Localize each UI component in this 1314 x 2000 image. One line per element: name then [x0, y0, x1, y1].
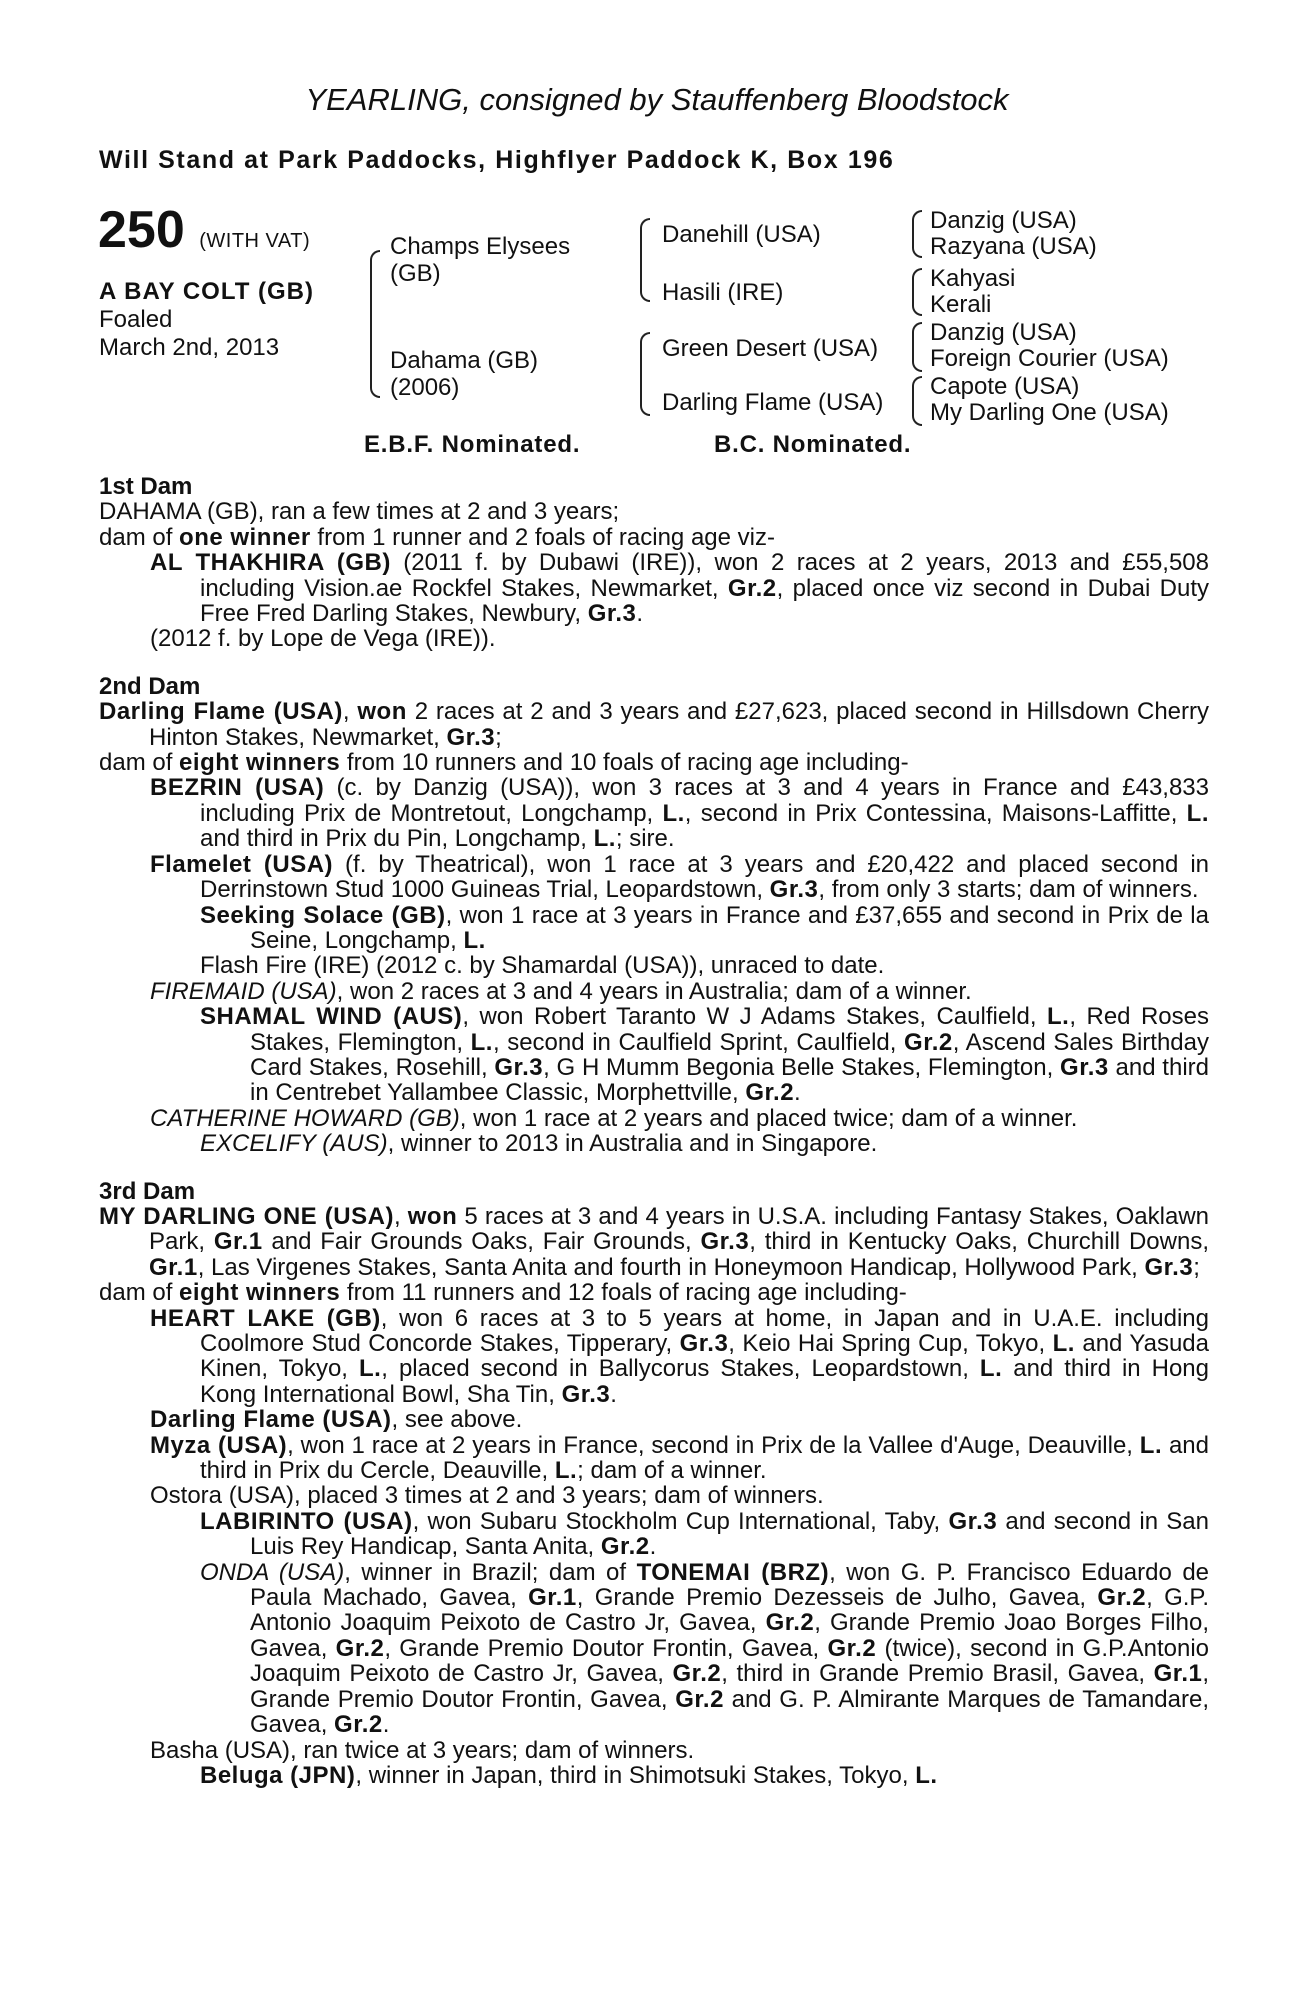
section-heading: 1st Dam — [99, 473, 193, 500]
pedigree-g4-3: Kahyasi — [930, 265, 1016, 292]
pedigree-entry: FIREMAID (USA), won 2 races at 3 and 4 years in Australia; dam of a winner. — [150, 977, 972, 1005]
pedigree-g4-2: Razyana (USA) — [930, 233, 1097, 260]
pedigree-brace-dam — [640, 332, 650, 416]
pedigree-entry: dam of one winner from 1 runner and 2 foals of racing age viz- — [99, 523, 775, 551]
pedigree-entry: Flash Fire (IRE) (2012 c. by Shamardal (USA)), unraced to date. — [200, 952, 885, 980]
pedigree-entry: Flamelet (USA) (f. by Theatrical), won 1 race at 3 years and £20,422 and placed second in Derrinstown Stud 1000 Guineas Trial, Leopardstown, Gr.3, from only 3 starts; dam of winners. — [150, 850, 1209, 904]
pedigree-g4-5: Danzig (USA) — [930, 319, 1077, 346]
pedigree-g4-4: Kerali — [930, 291, 992, 318]
pedigree-entry: Myza (USA), won 1 race at 2 years in France, second in Prix de la Vallee d'Auge, Deauville, L. and third in Prix du Cercle, Deauville, L.; dam of a winner. — [150, 1431, 1209, 1485]
pedigree-sire-dam: Hasili (IRE) — [662, 279, 784, 306]
pedigree-entry: SHAMAL WIND (AUS), won Robert Taranto W J Adams Stakes, Caulfield, L., Red Roses Stakes, Flemington, L., second in Caulfield Sprint, Caulfield, Gr.2, Ascend Sales Birthday Card Stakes, Rosehill, Gr.3, G H Mumm Begonia Belle Stakes, Flemington, Gr.3 and third in Centrebet Yallambee Classic, Morphettville, Gr.2. — [200, 1003, 1210, 1107]
pedigree-entry: Beluga (JPN), winner in Japan, third in Shimotsuki Stakes, Tokyo, L. — [200, 1761, 938, 1789]
pedigree-sire-sire: Danehill (USA) — [662, 221, 821, 248]
pedigree-sire: Champs Elysees (GB) — [390, 233, 571, 287]
pedigree-brace-g3-3 — [912, 322, 922, 372]
foaled-date: March 2nd, 2013 — [99, 334, 280, 361]
pedigree-brace-gen1 — [370, 250, 380, 398]
foaled-info — [99, 306, 279, 362]
vat-note: (WITH VAT) — [199, 230, 311, 252]
bc-nomination: B.C. Nominated. — [714, 431, 912, 458]
lot-number — [98, 201, 311, 259]
pedigree-entry: MY DARLING ONE (USA), won 5 races at 3 and 4 years in U.S.A. including Fantasy Stakes, Oaklawn Park, Gr.1 and Fair Grounds Oaks, Fair Grounds, Gr.3, third in Kentucky Oaks, Churchill Downs, Gr.1, Las Virgenes Stakes, Santa Anita and fourth in Honeymoon Handicap, Hollywood Park, Gr.3; — [99, 1202, 1209, 1281]
pedigree-entry: BEZRIN (USA) (c. by Danzig (USA)), won 3 races at 3 and 4 years in France and £43,833 including Prix de Montretout, Longchamp, L., second in Prix Contessina, Maisons-Laffitte, L. and third in Prix du Pin, Longchamp, L.; sire. — [150, 774, 1209, 853]
pedigree-brace-g3-1 — [912, 210, 922, 258]
pedigree-g4-6: Foreign Courier (USA) — [930, 345, 1169, 372]
pedigree-entry: DAHAMA (GB), ran a few times at 2 and 3 years; — [99, 498, 620, 526]
pedigree-entry: (2012 f. by Lope de Vega (IRE)). — [150, 625, 496, 653]
pedigree-entry: EXCELIFY (AUS), winner to 2013 in Australia and in Singapore. — [200, 1130, 878, 1158]
pedigree-g4-7: Capote (USA) — [930, 373, 1080, 400]
pedigree-dam: Dahama (GB) (2006) — [390, 347, 539, 401]
pedigree-entry: CATHERINE HOWARD (GB), won 1 race at 2 years and placed twice; dam of a winner. — [150, 1104, 1078, 1132]
pedigree-entry: Darling Flame (USA), see above. — [150, 1406, 523, 1434]
foaled-label: Foaled — [99, 306, 173, 333]
pedigree-entry: AL THAKHIRA (GB) (2011 f. by Dubawi (IRE)), won 2 races at 2 years, 2013 and £55,508 including Vision.ae Rockfel Stakes, Newmarket, Gr.2, placed once viz second in Dubai Duty Free Fred Darling Stakes, Newbury, Gr.3. — [150, 549, 1209, 628]
pedigree-entry: Ostora (USA), placed 3 times at 2 and 3 years; dam of winners. — [150, 1482, 824, 1510]
catalogue-header: YEARLING, consigned by Stauffenberg Bloodstock — [305, 82, 1009, 117]
pedigree-entry: HEART LAKE (GB), won 6 races at 3 to 5 years at home, in Japan and in U.A.E. including Coolmore Stud Concorde Stakes, Tipperary, Gr.3, Keio Hai Spring Cup, Tokyo, L. and Yasuda Kinen, Tokyo, L., placed second in Ballycorus Stakes, Leopardstown, L. and third in Hong Kong International Bowl, Sha Tin, Gr.3. — [150, 1304, 1210, 1408]
pedigree-entry: Seeking Solace (GB), won 1 race at 3 years in France and £37,655 and second in Prix de la Seine, Longchamp, L. — [200, 901, 1209, 954]
pedigree-brace-sire — [640, 218, 650, 302]
horse-name: A BAY COLT (GB) — [99, 278, 315, 305]
pedigree-entry: Basha (USA), ran twice at 3 years; dam of winners. — [150, 1736, 695, 1764]
family-notes — [99, 474, 1209, 1788]
pedigree-brace-g3-4 — [912, 376, 922, 426]
lot-number-value: 250 — [98, 201, 185, 259]
section-heading: 3rd Dam — [99, 1177, 196, 1205]
pedigree-dam-sire: Green Desert (USA) — [662, 335, 879, 362]
pedigree-brace-g3-2 — [912, 268, 922, 316]
section-heading: 2nd Dam — [99, 672, 201, 700]
location-line: Will Stand at Park Paddocks, Highflyer Paddock K, Box 196 — [99, 146, 895, 174]
pedigree-g4-8: My Darling One (USA) — [930, 399, 1169, 426]
pedigree-dam-dam: Darling Flame (USA) — [662, 389, 884, 416]
pedigree-entry: dam of eight winners from 10 runners and 10 foals of racing age including- — [99, 749, 909, 777]
ebf-nomination: E.B.F. Nominated. — [364, 431, 581, 458]
pedigree-entry: dam of eight winners from 11 runners and 12 foals of racing age including- — [99, 1279, 907, 1307]
pedigree-entry: LABIRINTO (USA), won Subaru Stockholm Cup International, Taby, Gr.3 and second in San Luis Rey Handicap, Santa Anita, Gr.2. — [200, 1507, 1209, 1561]
pedigree-g4-1: Danzig (USA) — [930, 207, 1077, 234]
pedigree-entry: Darling Flame (USA), won 2 races at 2 and 3 years and £27,623, placed second in Hillsdown Cherry Hinton Stakes, Newmarket, Gr.3; — [99, 698, 1210, 751]
pedigree-entry: ONDA (USA), winner in Brazil; dam of TONEMAI (BRZ), won G. P. Francisco Eduardo de Paula Machado, Gavea, Gr.1, Grande Premio Dezesseis de Julho, Gavea, Gr.2, G.P. Antonio Joaquim Peixoto de Castro Jr, Gavea, Gr.2, Grande Premio Joao Borges Filho, Gavea, Gr.2, Grande Premio Doutor Frontin, Gavea, Gr.2 (twice), second in G.P.Antonio Joaquim Peixoto de Castro Jr, Gavea, Gr.2, third in Grande Premio Brasil, Gavea, Gr.1, Grande Premio Doutor Frontin, Gavea, Gr.2 and G. P. Almirante Marques de Tamandare, Gavea, Gr.2. — [200, 1558, 1210, 1739]
